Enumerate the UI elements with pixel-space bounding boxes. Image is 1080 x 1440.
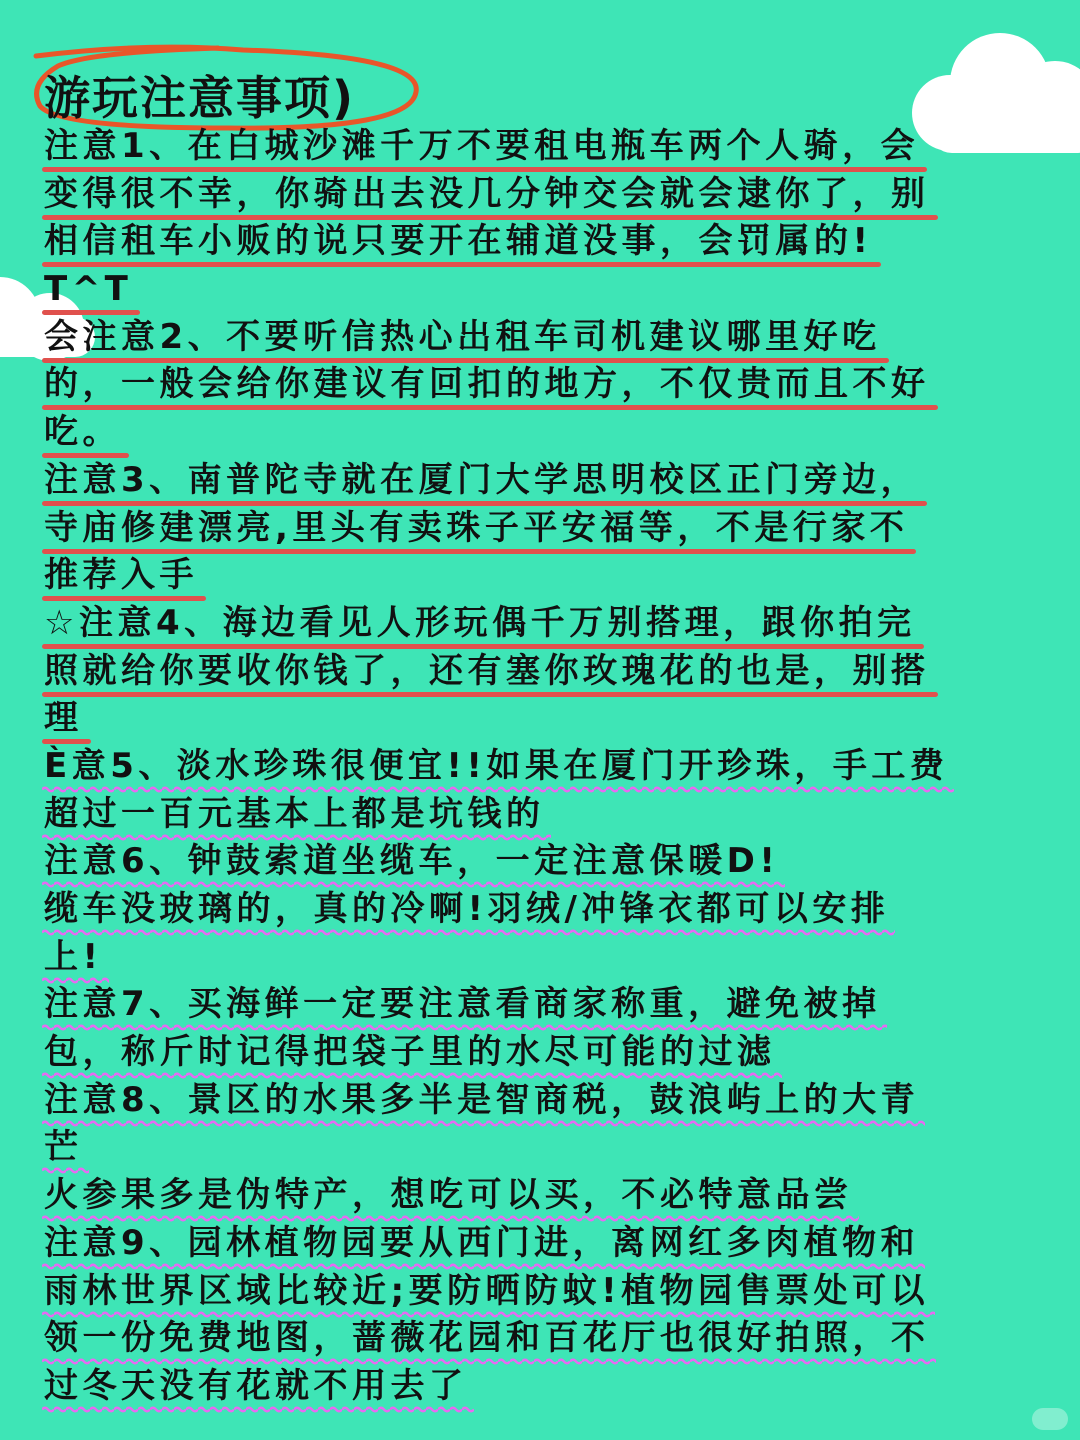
tip-line-text: 火参果多是伪特产，想吃可以买，不必特意品尝 <box>44 1175 853 1216</box>
tip-line <box>44 410 1044 458</box>
tip-line <box>44 649 1044 697</box>
tip-line-text: 超过一百元基本上都是坑钱的 <box>44 793 545 834</box>
tip-line-text: 雨林世界区域比较近;要防晒防蚊!植物园售票处可以 <box>44 1270 930 1311</box>
tip-line <box>44 553 1044 601</box>
tip-line-text: 注意6、钟鼓索道坐缆车，一定注意保暖D! <box>44 841 780 882</box>
tips-list <box>44 124 1044 1412</box>
tip-line-text: 照就给你要收你钱了，还有塞你玫瑰花的也是，别搭 <box>44 650 930 691</box>
tip-line <box>44 1364 1044 1412</box>
tip-line-text: 缆车没玻璃的，真的冷啊!羽绒/冲锋衣都可以安排 <box>44 889 890 929</box>
tip-line <box>44 172 1044 220</box>
tip-line <box>44 1221 1044 1269</box>
tip-line-text: 会注意2、不要听信热心出租车司机建议哪里好吃 <box>44 316 881 357</box>
tip-line <box>44 1078 1044 1126</box>
tip-line <box>44 982 1044 1030</box>
tip-line <box>44 696 1044 744</box>
tip-line <box>44 458 1044 506</box>
tip-line <box>44 1030 1044 1078</box>
tip-line <box>44 1269 1044 1317</box>
tip-line <box>44 362 1044 410</box>
tip-line-text: 上! <box>44 936 103 977</box>
tip-line-text: T^T <box>44 269 133 310</box>
tip-line <box>44 124 1044 172</box>
tip-line-text: 理 <box>44 698 83 739</box>
tip-line <box>44 792 1044 840</box>
tip-line <box>44 267 1044 315</box>
tip-line-text: 注意9、园林植物园要从西门进，离网红多肉植物和 <box>44 1222 920 1263</box>
tip-line-text: ☆注意4、海边看见人形玩偶千万别搭理，跟你拍完 <box>44 602 916 643</box>
tip-line <box>44 744 1044 792</box>
watermark-badge <box>1032 1408 1068 1430</box>
tip-line <box>44 887 1044 935</box>
tip-line <box>44 315 1044 363</box>
tip-line-text: 注意3、南普陀寺就在厦门大学思明校区正门旁边， <box>44 459 920 500</box>
title-block <box>28 44 428 134</box>
tip-line <box>44 1173 1044 1221</box>
tip-line-text: 领一份免费地图，蔷薇花园和百花厅也很好拍照，不 <box>44 1318 930 1359</box>
tip-line-text: 推荐入手 <box>44 555 198 596</box>
tip-line <box>44 219 1044 267</box>
tip-line-text: È意5、淡水珍珠很便宜!!如果在厦门开珍珠，手工费 <box>44 745 949 786</box>
tip-line-text: 吃。 <box>44 412 121 453</box>
tip-line-text: 注意8、景区的水果多半是智商税，鼓浪屿上的大青 <box>44 1079 920 1120</box>
tip-line <box>44 506 1044 554</box>
tip-line-text: 包，称斤时记得把袋子里的水尽可能的过滤 <box>44 1032 776 1073</box>
tip-line <box>44 839 1044 887</box>
tip-line <box>44 1125 1044 1173</box>
tip-line-text: 的，一般会给你建议有回扣的地方，不仅贵而且不好 <box>44 364 930 405</box>
tip-line-text: 相信租车小贩的说只要开在辅道没事，会罚属的! <box>44 221 873 262</box>
page-title: 游玩注意事项) <box>44 71 356 125</box>
tip-line-text: 变得很不幸，你骑出去没几分钟交会就会逮你了，别 <box>44 173 930 214</box>
tip-line-text: 过冬天没有花就不用去了 <box>44 1365 468 1406</box>
tip-line-text: 注意7、买海鲜一定要注意看商家称重，避免被掉 <box>44 984 881 1025</box>
tip-line-text: 注意1、在白城沙滩千万不要租电瓶车两个人骑，会 <box>44 126 920 166</box>
tip-line <box>44 935 1044 983</box>
tip-line <box>44 601 1044 649</box>
tip-line-text: 芒 <box>44 1127 83 1168</box>
tip-line-text: 寺庙修建漂亮,里头有卖珠子平安福等，不是行家不 <box>44 507 909 548</box>
tip-line <box>44 1316 1044 1364</box>
